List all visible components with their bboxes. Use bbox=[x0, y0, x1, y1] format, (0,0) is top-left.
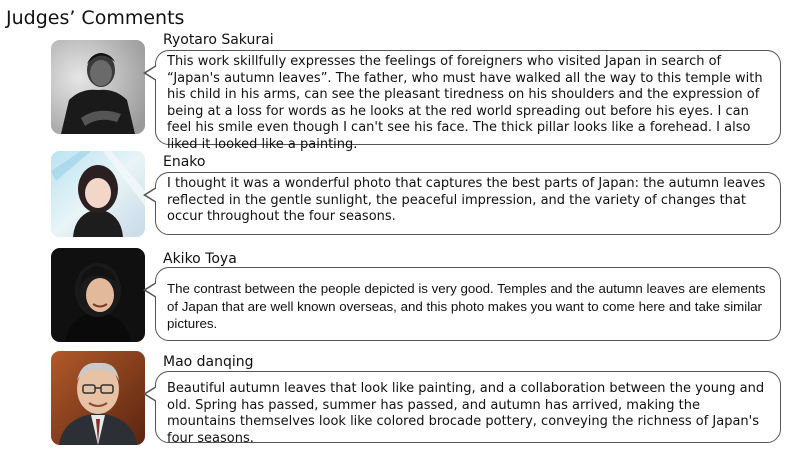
comment-bubble bbox=[155, 172, 781, 235]
judge-name: Enako bbox=[163, 154, 206, 170]
judge-name: Akiko Toya bbox=[163, 251, 237, 267]
comment-text: Beautiful autumn leaves that look like painting, and a collaboration between the young and old. Spring has passed, summer has passed, and autumn has arrived, making the mountains themselves look like colored brocade pottery, conveying the richness of Japan's four seasons. bbox=[167, 381, 765, 446]
comment-text: The contrast between the people depicted is very good. Temples and the autumn leaves are elements of Japan that are well known overseas, and this photo makes you want to come here and take similar pictures. bbox=[167, 281, 766, 331]
comment-text: This work skillfully expresses the feelings of foreigners who visited Japan in search of “Japan's autumn leaves”. The father, who must have walked all the way to this temple with his child in his arms, can see the pleasant tiredness on his shoulders and the expression of being at a loss for words as he looks at the red world spreading out before his eyes. I can feel his smile even though I can't see his face. The thick pillar looks like a forehead. I also liked it looked like a painting. bbox=[167, 54, 763, 152]
comment-text: I thought it was a wonderful photo that captures the best parts of Japan: the autumn leaves reflected in the gentle sunlight, the peaceful impression, and the variety of changes that occur throughout the four seasons. bbox=[167, 176, 766, 224]
comment-bubble bbox=[155, 371, 781, 446]
comment-bubble bbox=[155, 267, 781, 341]
comment-bubble bbox=[155, 50, 781, 152]
judge-photo-mao-danqing bbox=[51, 351, 145, 445]
judge-name: Mao danqing bbox=[163, 354, 254, 370]
judge-name: Ryotaro Sakurai bbox=[163, 32, 274, 48]
judge-photo-enako bbox=[51, 151, 145, 237]
page-title: Judges’ Comments bbox=[6, 7, 185, 29]
judge-photo-akiko-toya bbox=[51, 248, 145, 342]
judge-photo-ryotaro-sakurai bbox=[51, 40, 145, 134]
